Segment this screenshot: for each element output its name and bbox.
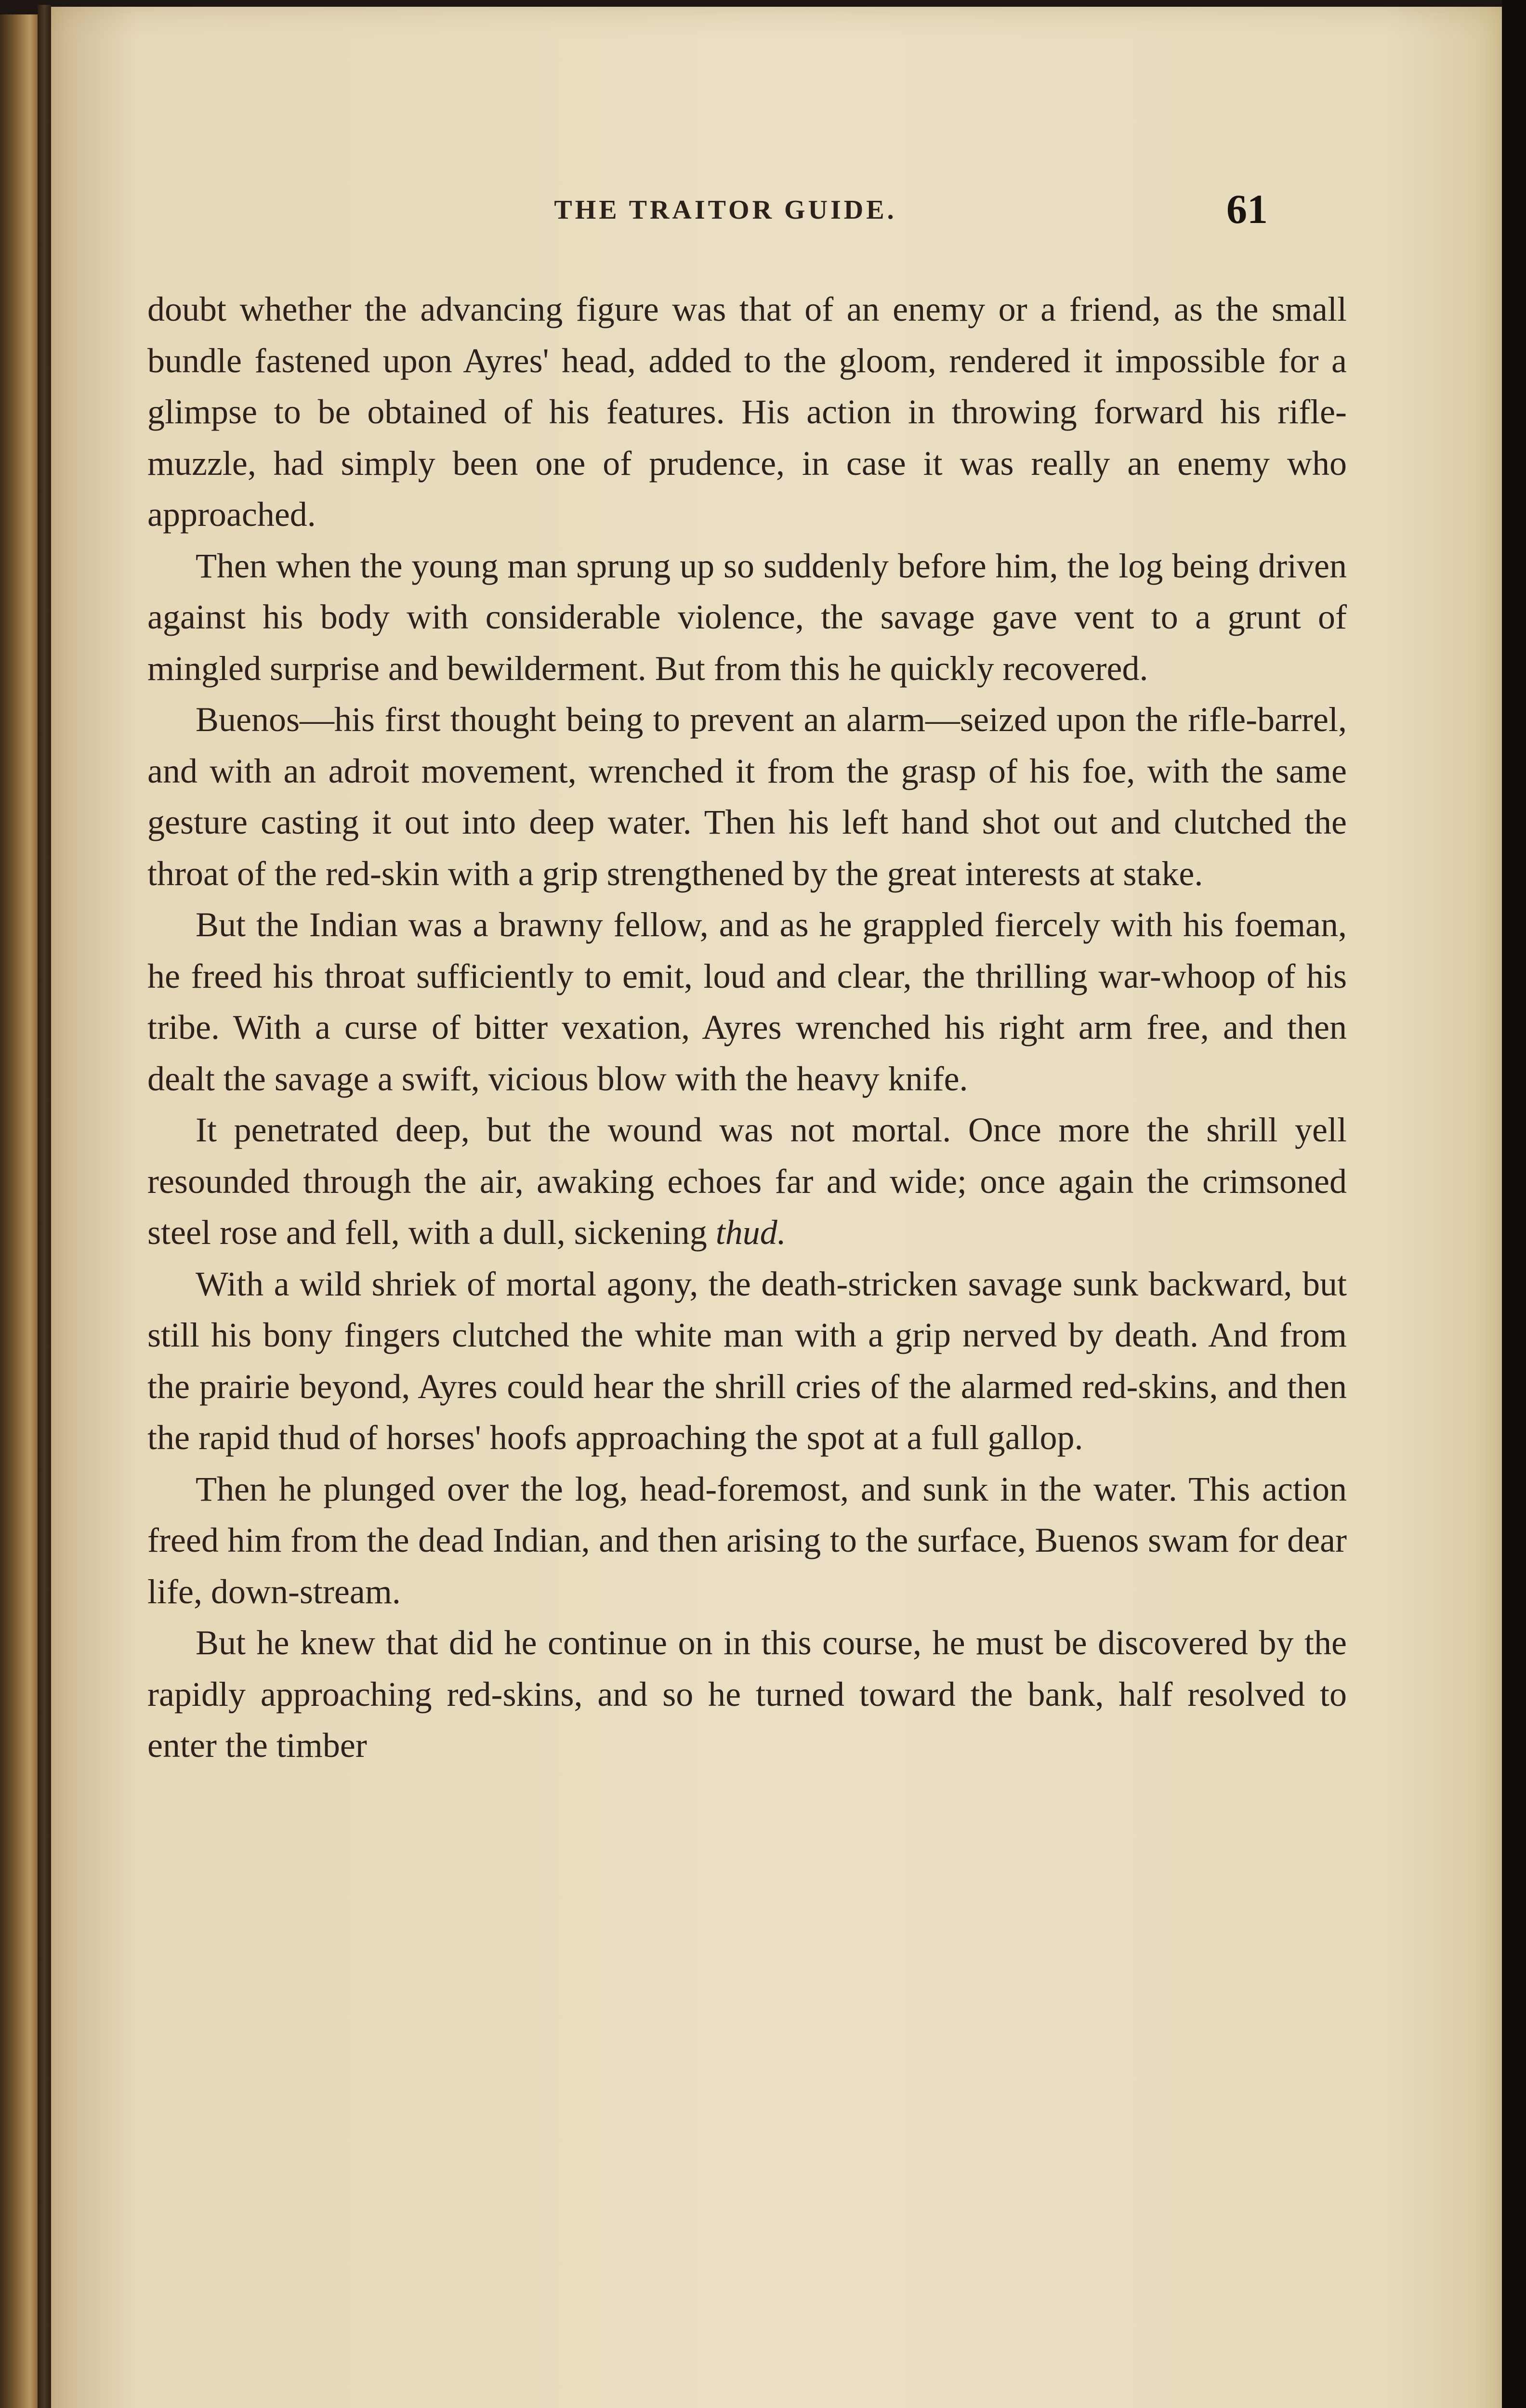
right-edge-shadow (1502, 0, 1526, 2408)
running-title: THE TRAITOR GUIDE. (554, 195, 897, 225)
paragraph: But he knew that did he continue on in this course, he must be discovered by the rapidly approaching red-skins, and so he turned toward the bank, half resolved to enter the timber (147, 1623, 1347, 1765)
previous-page-edge (0, 14, 38, 2408)
paragraph: doubt whether the advancing figure was that of an enemy or a friend, as the small bundle fastened upon Ayres' head, added to the gloom, rendered it impossible for a glimpse to be obtained of his features. His action in throwing forward his rifle-muzzle, had simply been one of prudence, in case it was really an enemy who approached. (147, 290, 1347, 534)
page-header (51, 185, 1502, 243)
paragraph-text: It penetrated deep, but the wound was not mortal. Once more the shrill yell resounded through the air, awaking echoes far and wide; once again the crimsoned steel rose and fell, with a dull, sickening (147, 1111, 1347, 1252)
paragraph: Then he plunged over the log, head-foremost, and sunk in the water. This action freed him from the dead Indian, and then arising to the surface, Buenos swam for dear life, down-stream. (147, 1469, 1347, 1611)
paragraph: With a wild shriek of mortal agony, the death-stricken savage sunk backward, but still his bony fingers clutched the white man with a grip nerved by death. And from the prairie beyond, Ayres could hear the shrill cries of the alarmed red-skins, and then the rapid thud of horses' hoofs approaching the spot at a full gallop. (147, 1264, 1347, 1457)
page-number: 61 (1226, 186, 1268, 232)
body-text (147, 284, 1347, 1771)
paragraph: Buenos—his first thought being to prevent an alarm—seized upon the rifle-barrel, and with an adroit movement, wrenched it from the grasp of his foe, with the same gesture casting it out into deep water. Then his left hand shot out and clutched the throat of the red-skin with a grip strengthened by the great interests at stake. (147, 700, 1347, 893)
paragraph: Then when the young man sprung up so suddenly before him, the log being driven against his body with considerable violence, the savage gave vent to a grunt of mingled surprise and bewilderment. But from this he quickly recovered. (147, 546, 1347, 688)
paragraph: But the Indian was a brawny fellow, and as he grappled fiercely with his foeman, he freed his throat sufficiently to emit, loud and clear, the thrilling war-whoop of his tribe. With a curse of bitter vexation, Ayres wrenched his right arm free, and then dealt the savage a swift, vicious blow with the heavy knife. (147, 905, 1347, 1098)
paragraph-with-emphasis (147, 1104, 1347, 1258)
emphasis-word: thud. (715, 1213, 786, 1252)
book-page (51, 7, 1502, 2408)
book-spine (38, 5, 51, 2408)
